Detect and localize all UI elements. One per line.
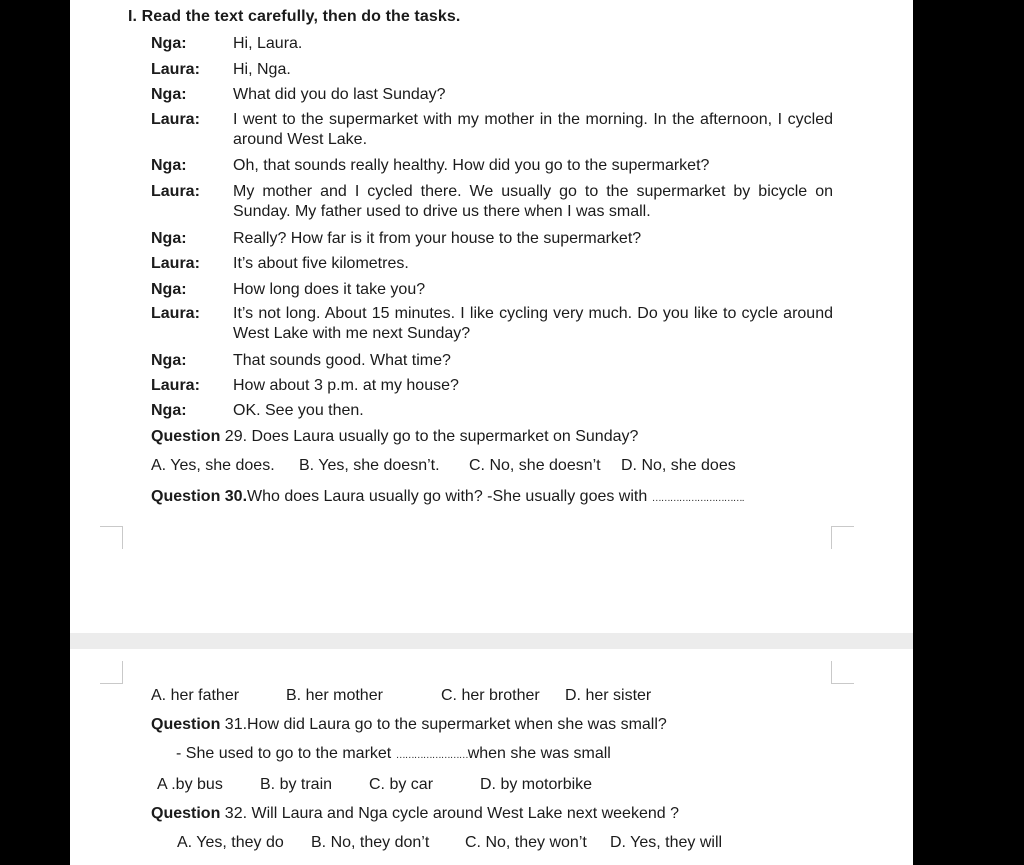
prompt-suffix: when she was small bbox=[467, 745, 611, 762]
dialogue-text: My mother and I cycled there. We usually go to the supermarket by bicycle on Sunday. My father used to drive us there when I was small. bbox=[233, 183, 833, 220]
answer-option: B. No, they don’t bbox=[311, 834, 430, 851]
dialogue-text: I went to the supermarket with my mother in the morning. In the afternoon, I cycled around West Lake. bbox=[233, 111, 833, 148]
answer-option: C. No, they won’t bbox=[465, 834, 587, 851]
question-label: Question bbox=[151, 716, 221, 733]
crop-mark bbox=[100, 661, 123, 684]
answer-option: A. Yes, they do bbox=[177, 834, 284, 851]
dialogue-text: OK. See you then. bbox=[233, 402, 364, 419]
crop-mark bbox=[100, 526, 123, 549]
answer-blank: …………………………. bbox=[651, 493, 744, 504]
question-text: 32. Will Laura and Nga cycle around West Lake next weekend ? bbox=[220, 805, 679, 822]
speaker-label: Laura: bbox=[151, 255, 200, 272]
dialogue-text: How about 3 p.m. at my house? bbox=[233, 377, 459, 394]
answer-option: C. her brother bbox=[441, 687, 540, 704]
answer-option: A. her father bbox=[151, 687, 240, 704]
prompt-prefix: - She used to go to the market bbox=[176, 745, 392, 762]
speaker-label: Laura: bbox=[151, 305, 200, 322]
dialogue-text: Hi, Nga. bbox=[233, 61, 291, 78]
answer-option: D. Yes, they will bbox=[610, 834, 723, 851]
question-label: Question bbox=[151, 428, 221, 445]
speaker-label: Nga: bbox=[151, 281, 187, 298]
crop-mark bbox=[831, 661, 854, 684]
page-separator bbox=[70, 633, 913, 649]
dialogue-text: That sounds good. What time? bbox=[233, 352, 451, 369]
speaker-label: Laura: bbox=[151, 61, 200, 78]
answer-option: D. by motorbike bbox=[480, 776, 593, 793]
answer-option: D. No, she does bbox=[621, 457, 736, 474]
question-label: Question bbox=[151, 805, 221, 822]
answer-blank: …………………… bbox=[395, 750, 468, 761]
answer-option: C. by car bbox=[369, 776, 434, 793]
speaker-label: Nga: bbox=[151, 35, 187, 52]
speaker-label: Nga: bbox=[151, 86, 187, 103]
question-29 bbox=[151, 428, 638, 446]
answer-option: B. Yes, she doesn’t. bbox=[299, 457, 440, 474]
speaker-label: Laura: bbox=[151, 111, 200, 128]
dialogue-text: Really? How far is it from your house to the supermarket? bbox=[233, 230, 642, 247]
answer-option: B. her mother bbox=[286, 687, 383, 704]
speaker-label: Nga: bbox=[151, 402, 187, 419]
dialogue-text: It’s not long. About 15 minutes. I like cycling very much. Do you like to cycle around West Lake with me next Sunday? bbox=[233, 305, 833, 342]
speaker-label: Nga: bbox=[151, 157, 187, 174]
question-31 bbox=[151, 716, 667, 734]
question-text: Who does Laura usually go with? -She usually goes with bbox=[247, 488, 648, 505]
question-label: Question 30. bbox=[151, 488, 248, 505]
question-text: 29. Does Laura usually go to the supermarket on Sunday? bbox=[220, 428, 639, 445]
speaker-label: Nga: bbox=[151, 230, 187, 247]
section-heading: I. Read the text carefully, then do the tasks. bbox=[128, 8, 461, 25]
document-page-bottom bbox=[70, 649, 913, 865]
document-page-top bbox=[70, 0, 913, 633]
answer-option: C. No, she doesn’t bbox=[469, 457, 601, 474]
speaker-label: Laura: bbox=[151, 377, 200, 394]
crop-mark bbox=[831, 526, 854, 549]
dialogue-text: Hi, Laura. bbox=[233, 35, 303, 52]
dialogue-text: How long does it take you? bbox=[233, 281, 426, 298]
dialogue-text: Oh, that sounds really healthy. How did you go to the supermarket? bbox=[233, 157, 710, 174]
question-30 bbox=[151, 488, 744, 506]
question-31-prompt bbox=[176, 745, 611, 763]
answer-option: D. her sister bbox=[565, 687, 652, 704]
dialogue-text: It’s about five kilometres. bbox=[233, 255, 409, 272]
answer-option: B. by train bbox=[260, 776, 333, 793]
answer-option: A .by bus bbox=[157, 776, 223, 793]
speaker-label: Laura: bbox=[151, 183, 200, 200]
question-32 bbox=[151, 805, 679, 823]
question-text: 31.How did Laura go to the supermarket when she was small? bbox=[220, 716, 667, 733]
answer-option: A. Yes, she does. bbox=[151, 457, 275, 474]
speaker-label: Nga: bbox=[151, 352, 187, 369]
dialogue-text: What did you do last Sunday? bbox=[233, 86, 446, 103]
